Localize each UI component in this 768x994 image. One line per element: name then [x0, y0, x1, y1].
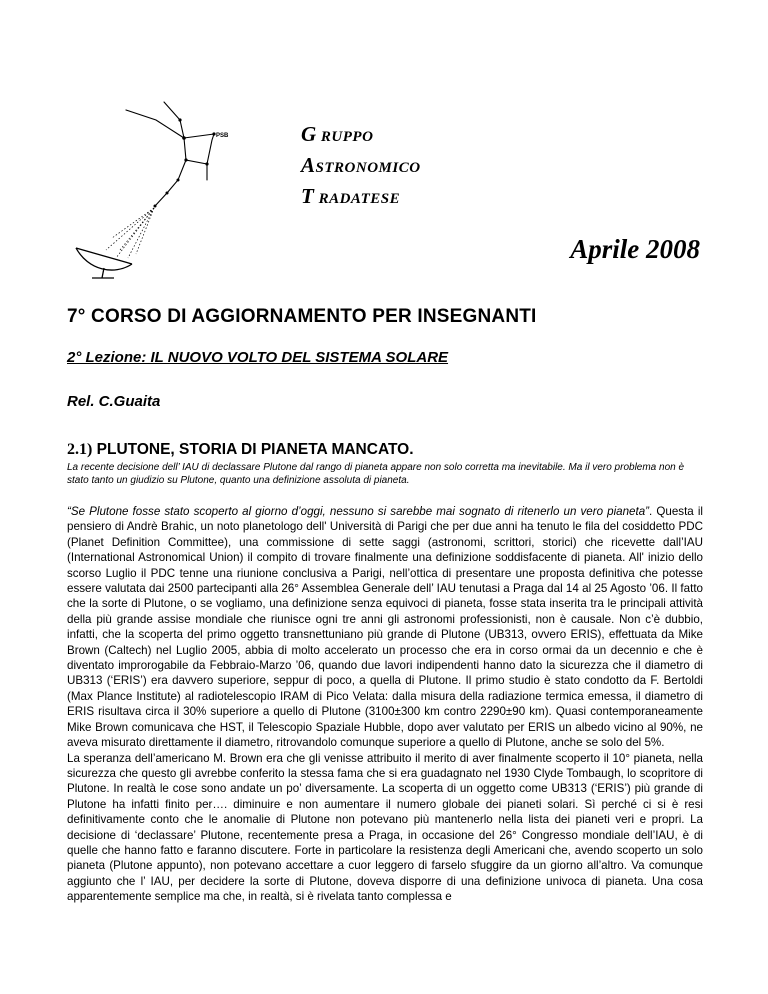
group-name-line-2	[301, 151, 421, 182]
section-heading	[67, 441, 414, 459]
group-name-initial-g: G	[301, 122, 317, 146]
section-number: 2.1)	[67, 441, 93, 458]
group-name-line-1	[301, 120, 421, 151]
paragraph-1	[67, 504, 703, 751]
section-title: PLUTONE, STORIA DI PIANETA MANCATO.	[92, 441, 414, 458]
article-body	[67, 504, 703, 905]
lesson-title: 2° Lezione: IL NUOVO VOLTO DEL SISTEMA SOLARE	[67, 349, 449, 366]
group-name-rest-1: RUPPO	[316, 129, 374, 145]
group-logo-sketch	[66, 100, 246, 280]
course-title: 7° CORSO DI AGGIORNAMENTO PER INSEGNANTI	[67, 306, 537, 327]
document-date: Aprile 2008	[570, 234, 700, 264]
paragraph-1-text: . Questa il pensiero di Andrè Brahic, un noto planetologo dell' Università di Parigi che per due anni ha tenuto le fila del cosiddetto PDC (Planet Definition Committee), una commissione di sette saggi (astronomi, scrittori, storici) che ricevette dall’IAU (International Astronomical Union) il compito di trovare finalmente una definizione soddisfacente di pianeta. All' inizio dello scorso Luglio il PDC tenne una riunione conclusiva a Parigi, nell’ottica di presentare une proposta definitiva che potesse essere valutata dai 2500 partecipanti alla 26° Assemblea Generale dell’ IAU tenutasi a Praga dal 14 al 25 Agosto ’06. Il fatto che la sorte di Plutone, o se vogliamo, una definizione senza equivoci di pianeta, fosse stata inserita tra le principali attività della più grande assise mondiale che riunisce ogni tre anni gli astronomi professionisti, non è causale. Non c’è dubbio, infatti, che la scoperta del primo oggetto transnettuniano più grande di Plutone (UB313, ovvero ERIS), effettuata da Mike Brown (Caltech) nel Luglio 2005, abbia di molto accelerato un processo che era in corso ormai da un decennio e che è diventato improrogabile da Febbraio-Marzo ’06, quando due lavori indipendenti hanno dato la sicurezza che il diametro di UB313 (‘ERIS’) era davvero superiore, seppur di poco, a quella di Plutone. Il primo studio è stato condotto da F. Bertoldi (Max Plance Institute) al radiotelescopio IRAM di Pico Velata: dalla misura della radiazione termica emessa, il diametro di ERIS risultava circa il 30% superiore a quello di Plutone (3100±300 km contro 2290±90 km). Quasi contemporaneamente Mike Brown comunicava che HST, il Telescopio Spaziale Hubble, dopo aver valutato per ERIS un albedo vicino al 90%, ne aveva misurato direttamente il diametro, ritrovandolo comunque superiore a quello di Plutone, anche se solo del 5%.	[67, 505, 703, 750]
group-name-rest-3: RADATESE	[314, 191, 401, 207]
group-name-initial-a: A	[301, 153, 316, 177]
speaker: Rel. C.Guaita	[67, 393, 161, 410]
group-name-line-3	[301, 182, 421, 213]
opening-quote: “Se Plutone fosse stato scoperto al giorno d’oggi, nessuno si sarebbe mai sognato di ritenerlo un vero pianeta”	[67, 505, 650, 518]
group-name-initial-t: T	[301, 184, 315, 208]
group-name	[301, 120, 421, 213]
section-abstract: La recente decisione dell’ IAU di declassare Plutone dal rango di pianeta appare non solo corretta ma inevitabile. Ma il vero problema non è stato tanto un giudizio su Plutone, quanto una definizione assoluta di pianeta.	[67, 462, 685, 486]
logo-tag: PSB	[216, 133, 229, 139]
group-name-rest-2: STRONOMICO	[315, 160, 421, 176]
paragraph-2: La speranza dell’americano M. Brown era che gli venisse attribuito il merito di aver finalmente scoperto il 10° pianeta, nella sicurezza che questo gli avrebbe conferito la stessa fama che si era guadagnato nel 1930 Clyde Tombaugh, lo scopritore di Plutone. In realtà le cose sono andate un po’ diversamente. La scoperta di un oggetto come UB313 (‘ERIS’) più grande di Plutone ha infatti finito per…. diminuire e non aumentare il numero globale dei pianeti solari. Sì perché ci si è resi definitivamente conto che le anomalie di Plutone non potevano più mantenerlo nella lista dei pianeti veri e propri. La decisione di ‘declassare’ Plutone, recentemente presa a Praga, in occasione del 26° Congresso mondiale dell’IAU, è di quelle che hanno fatto e faranno discutere. Forte in particolare la resistenza degli Americani che, avendo scoperto un solo pianeta (Plutone appunto), non potevano accettare a cuor leggero di farselo sfuggire da un giorno all’altro. Va comunque aggiunto che l’ IAU, per decidere la sorte di Plutone, doveva disporre di una definizione univoca di pianeta. Una cosa apparentemente semplice ma che, in realtà, si è rivelata tanto complessa e	[67, 751, 703, 904]
